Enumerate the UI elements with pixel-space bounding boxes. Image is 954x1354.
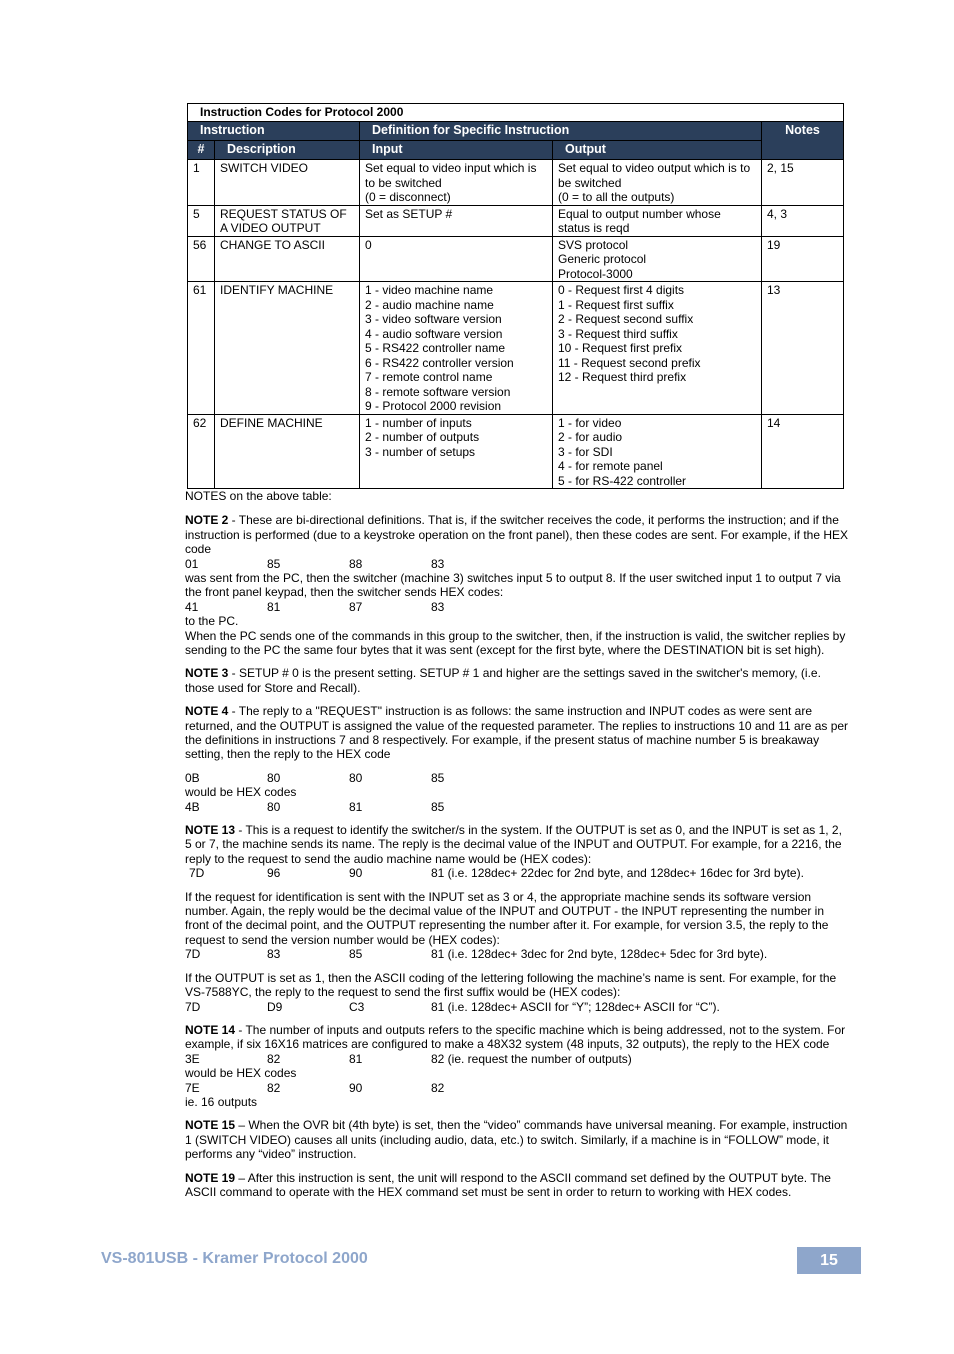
header-num: # xyxy=(188,141,215,160)
hex-byte: 85 xyxy=(267,556,281,571)
hex-byte: 3E xyxy=(185,1051,200,1066)
hex-byte: 85 xyxy=(431,770,445,785)
hex-byte: 87 xyxy=(349,599,363,614)
note-text: - The number of inputs and outputs refers to the specific machine which is being addressed, not to the system. For example, if six 16X16 matrices are configured to make a 48X32 system (48 inputs, 32 outputs), the reply to the HEX code xyxy=(185,1022,846,1052)
header-input: Input xyxy=(360,141,553,160)
note-text: If the request for identification is sent with the INPUT set as 3 or 4, the appropriate machine sends its software version number. Again, the reply would be the decimal value of the INPUT and OUTPUT - the INPUT representing the number in front of the decimal point, and the OUTPUT representing the number after it. For example, for version 3.5, the reply to the request to send the version number would be (HEX codes): xyxy=(185,889,829,947)
hex-byte: 80 xyxy=(267,770,281,785)
hex-byte: 0B xyxy=(185,770,200,785)
hex-byte: 80 xyxy=(349,770,363,785)
note-label: NOTE 4 xyxy=(185,704,229,719)
row-input: Set equal to video input which is to be switched (0 = disconnect) xyxy=(360,160,553,206)
row-num: 56 xyxy=(188,236,215,282)
note-text: – When the OVR bit (4th byte) is set, then the “video” commands have universal meaning. For example, instruction 1 (SWITCH VIDEO) causes all units (including audio, data, etc.) to switch. Similarly, if a machine is in “FOLLOW” mode, it performs any “video” instruction. xyxy=(185,1118,848,1162)
row-notes: 14 xyxy=(762,414,844,489)
note-text: would be HEX codes xyxy=(185,785,297,800)
row-output: Equal to output number whose status is reqd xyxy=(553,205,762,236)
row-description: CHANGE TO ASCII xyxy=(215,236,360,282)
note-text: If the OUTPUT is set as 1, then the ASCII coding of the lettering following the machine’s name is sent. For example, for the VS-7588YC, the reply to the request to send the first suffix would be (HEX codes): xyxy=(185,970,837,1000)
note-label: NOTE 15 xyxy=(185,1118,236,1133)
row-num: 1 xyxy=(188,160,215,206)
hex-codes xyxy=(185,600,851,614)
hex-byte: 82 xyxy=(431,1080,445,1095)
row-num: 5 xyxy=(188,205,215,236)
row-output: 1 - for video 2 - for audio 3 - for SDI 4 - for remote panel 5 - for RS-422 controller xyxy=(553,414,762,489)
row-num: 61 xyxy=(188,282,215,415)
note-text: was sent from the PC, then the switcher (machine 3) switches input 5 to output 8. If the user switched input 1 to output 7 via the front panel keypad, then the switcher sends HEX codes: xyxy=(185,571,841,600)
table-title: Instruction Codes for Protocol 2000 xyxy=(188,104,844,122)
note-19 xyxy=(185,1171,851,1200)
hex-codes xyxy=(185,1000,851,1014)
hex-byte: 83 xyxy=(431,599,445,614)
row-notes: 13 xyxy=(762,282,844,415)
note-text: - These are bi-directional definitions. That is, if the switcher receives the code, it performs the instruction; and if the instruction is performed (due to a keystroke operation on the front panel), then these codes are sent. For example, if the HEX code xyxy=(185,513,849,557)
row-output: Set equal to video output which is to be switched (0 = to all the outputs) xyxy=(553,160,762,206)
header-description: Description xyxy=(215,141,360,160)
hex-byte: 83 xyxy=(267,947,281,962)
note-text: ie. 16 outputs xyxy=(185,1094,258,1109)
hex-byte: 82 xyxy=(267,1080,281,1095)
hex-byte: 01 xyxy=(185,556,199,571)
hex-byte: 7D xyxy=(185,947,201,962)
note-13-suffix xyxy=(185,971,851,1014)
note-label: NOTE 2 xyxy=(185,513,229,528)
hex-codes xyxy=(185,947,851,961)
row-output: SVS protocol Generic protocol Protocol-3000 xyxy=(553,236,762,282)
hex-byte: 41 xyxy=(185,599,199,614)
hex-codes xyxy=(185,1052,851,1066)
hex-codes xyxy=(185,800,851,814)
hex-byte: 96 xyxy=(267,866,281,881)
hex-byte: 7D xyxy=(185,999,201,1014)
note-text: When the PC sends one of the commands in this group to the switcher, then, if the instruction is valid, the switcher replies by sending to the PC the same four bytes that it was sent (except for the first byte, where the DESTINATION bit is set high). xyxy=(185,628,846,658)
note-13 xyxy=(185,823,851,881)
hex-byte: 81 (i.e. 128dec+ 22dec for 2nd byte, and 128dec+ 16dec for 3rd byte). xyxy=(431,866,804,881)
table-row xyxy=(188,414,844,489)
row-description: IDENTIFY MACHINE xyxy=(215,282,360,415)
hex-byte: 4B xyxy=(185,799,200,814)
note-3 xyxy=(185,666,851,695)
hex-byte: 81 xyxy=(267,599,281,614)
footer-title: VS-801USB - Kramer Protocol 2000 xyxy=(101,1250,368,1267)
hex-byte: 82 (ie. request the number of outputs) xyxy=(431,1051,632,1066)
hex-codes xyxy=(185,771,851,785)
row-notes: 2, 15 xyxy=(762,160,844,206)
hex-byte: 82 xyxy=(267,1051,281,1066)
note-text: - The reply to a "REQUEST" instruction is as follows: the same instruction and INPUT codes as were sent are returned, and the OUTPUT is assigned the value of the requested parameter. The replies to instructions 10 and 11 are as per the definitions in instructions 7 and 8 respectively. For example, if the present status of machine number 5 is breakaway setting, then the reply to the HEX code xyxy=(185,704,849,762)
hex-byte: D9 xyxy=(267,999,283,1014)
table-row xyxy=(188,160,844,206)
note-text: would be HEX codes xyxy=(185,1066,297,1081)
hex-codes xyxy=(185,866,851,880)
instruction-codes-table xyxy=(187,103,844,489)
hex-byte: 81 (i.e. 128dec+ ASCII for “Y”; 128dec+ ASCII for “C”). xyxy=(431,999,720,1014)
note-text: to the PC. xyxy=(185,614,239,629)
hex-byte: 90 xyxy=(349,866,363,881)
row-description: SWITCH VIDEO xyxy=(215,160,360,206)
hex-byte: 81 (i.e. 128dec+ 3dec for 2nd byte, 128dec+ 5dec for 3rd byte). xyxy=(431,947,768,962)
note-text: - SETUP # 0 is the present setting. SETUP # 1 and higher are the settings saved in the switcher's memory, (i.e. those used for Store and Recall). xyxy=(185,666,821,695)
row-description: DEFINE MACHINE xyxy=(215,414,360,489)
hex-byte: 90 xyxy=(349,1080,363,1095)
note-label: NOTE 3 xyxy=(185,666,229,681)
hex-byte: 80 xyxy=(267,799,281,814)
note-13-version xyxy=(185,890,851,962)
note-text: - This is a request to identify the switcher/s in the system. If the OUTPUT is set as 0, and the INPUT is set as 1, 2, 5 or 7, the machine sends its name. The reply is the decimal value of the INPUT and OUTPUT. For example, for a 2216, the reply to the request to send the audio machine name would be (HEX codes): xyxy=(185,823,842,866)
notes-intro: NOTES on the above table: xyxy=(185,489,332,503)
hex-byte: 81 xyxy=(349,1051,363,1066)
row-input: 1 - number of inputs 2 - number of outputs 3 - number of setups xyxy=(360,414,553,489)
row-input: 1 - video machine name 2 - audio machine name 3 - video software version 4 - audio software version 5 - RS422 controller name 6 - RS422 controller version 7 - remote control name 8 - remote software version 9 - Protocol 2000 revision xyxy=(360,282,553,415)
hex-codes xyxy=(185,557,851,571)
header-definition: Definition for Specific Instruction xyxy=(360,122,762,141)
note-text: – After this instruction is sent, the unit will respond to the ASCII command set defined by the OUTPUT byte. The ASCII command to operate with the HEX command set must be sent in order to return to working with HEX codes. xyxy=(185,1170,831,1199)
hex-byte: 85 xyxy=(349,947,363,962)
hex-byte: 88 xyxy=(349,556,363,571)
note-label: NOTE 14 xyxy=(185,1022,236,1037)
note-label: NOTE 13 xyxy=(185,823,236,838)
row-input: Set as SETUP # xyxy=(360,205,553,236)
note-label: NOTE 19 xyxy=(185,1170,236,1185)
hex-byte: 83 xyxy=(431,556,445,571)
row-notes: 19 xyxy=(762,236,844,282)
note-2 xyxy=(185,513,851,657)
header-output: Output xyxy=(553,141,762,160)
notes-section xyxy=(185,489,851,1208)
table-row xyxy=(188,236,844,282)
hex-byte: 81 xyxy=(349,799,363,814)
hex-byte: 7D xyxy=(189,866,205,881)
hex-codes xyxy=(185,1081,851,1095)
row-num: 62 xyxy=(188,414,215,489)
hex-byte: 7E xyxy=(185,1080,200,1095)
row-input: 0 xyxy=(360,236,553,282)
header-notes: Notes xyxy=(762,122,844,160)
row-notes: 4, 3 xyxy=(762,205,844,236)
note-4 xyxy=(185,704,851,814)
note-15 xyxy=(185,1118,851,1161)
header-instruction: Instruction xyxy=(188,122,360,141)
table-row xyxy=(188,282,844,415)
table-row xyxy=(188,205,844,236)
hex-byte: C3 xyxy=(349,999,365,1014)
note-14 xyxy=(185,1023,851,1109)
row-output: 0 - Request first 4 digits 1 - Request first suffix 2 - Request second suffix 3 - Request third suffix 10 - Request first prefix 11 - Request second prefix 12 - Request third prefix xyxy=(553,282,762,415)
hex-byte: 85 xyxy=(431,799,445,814)
row-description: REQUEST STATUS OF A VIDEO OUTPUT xyxy=(215,205,360,236)
page-number: 15 xyxy=(797,1247,861,1274)
